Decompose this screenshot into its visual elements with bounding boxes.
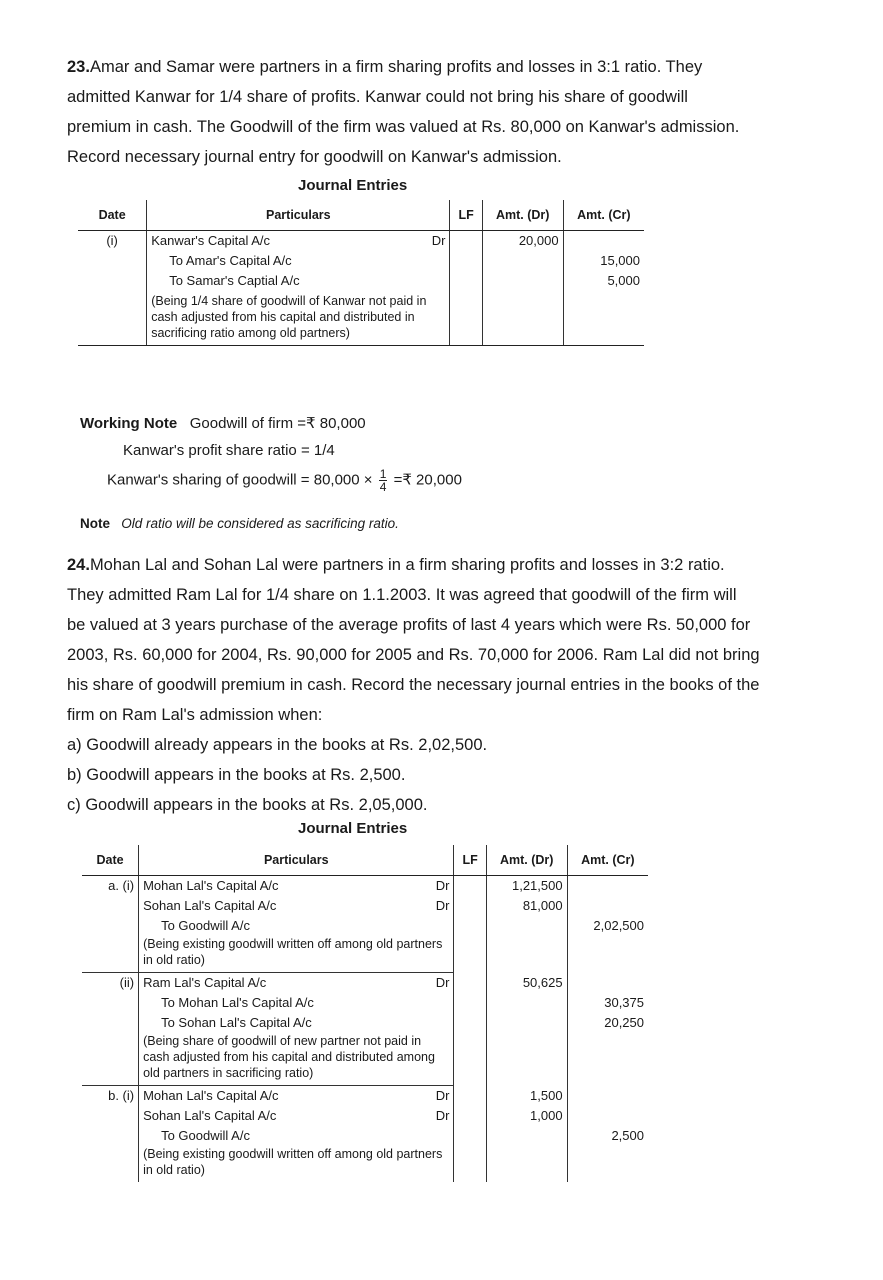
note xyxy=(80,516,399,531)
q23-number: 23. xyxy=(67,58,90,76)
entry-date: a. (i) xyxy=(108,878,135,893)
narration: (Being 1/4 share of goodwill of Kanwar not paid in cash adjusted from his capital and distributed in sacrificing ratio among old partners) xyxy=(147,291,450,346)
col-amt-cr: Amt. (Cr) xyxy=(567,845,648,876)
debit-amount: 1,500 xyxy=(486,1086,567,1107)
calc-prefix: Kanwar's sharing of goodwill = 80,000 × xyxy=(107,471,373,489)
q23-text xyxy=(67,52,837,172)
q24-case: a) Goodwill already appears in the books at Rs. 2,02,500. xyxy=(67,736,488,754)
q24-line: be valued at 3 years purchase of the average profits of last 4 years which were Rs. 50,000 for xyxy=(67,616,751,634)
entry-date: (ii) xyxy=(82,973,139,994)
debit-amount: 1,21,500 xyxy=(486,876,567,897)
credit-account: To Amar's Capital A/c xyxy=(147,251,450,271)
working-note-label: Working Note xyxy=(80,415,178,432)
working-note xyxy=(80,414,366,432)
q24-case: c) Goodwill appears in the books at Rs. 2,05,000. xyxy=(67,796,428,814)
col-amt-dr: Amt. (Dr) xyxy=(482,200,563,231)
col-amt-cr: Amt. (Cr) xyxy=(563,200,644,231)
note-text: Old ratio will be considered as sacrificing ratio. xyxy=(121,516,399,531)
q23-journal-table xyxy=(78,200,644,346)
credit-amount: 20,250 xyxy=(567,1013,648,1033)
debit-amount: 20,000 xyxy=(482,231,563,252)
dr-mark: Dr xyxy=(435,975,450,990)
dr-mark: Dr xyxy=(435,878,450,893)
fraction-numerator: 1 xyxy=(379,467,387,481)
q24-line: Mohan Lal and Sohan Lal were partners in a firm sharing profits and losses in 3:2 ratio. xyxy=(89,556,725,574)
q23-line: premium in cash. The Goodwill of the firm was valued at Rs. 80,000 on Kanwar's admission. xyxy=(67,118,740,136)
credit-amount: 2,500 xyxy=(567,1126,648,1146)
debit-amount: 81,000 xyxy=(486,896,567,916)
narration: (Being existing goodwill written off among old partners in old ratio) xyxy=(139,936,454,973)
q24-journal-table xyxy=(82,845,648,1182)
col-particulars: Particulars xyxy=(147,200,450,231)
col-lf: LF xyxy=(454,845,486,876)
fraction xyxy=(379,468,388,493)
account-name: Ram Lal's Capital A/c xyxy=(143,975,267,990)
entry-date: (i) xyxy=(106,233,118,248)
col-date: Date xyxy=(78,200,147,231)
col-amt-dr: Amt. (Dr) xyxy=(486,845,567,876)
q23-line: Amar and Samar were partners in a firm sharing profits and losses in 3:1 ratio. They xyxy=(89,58,703,76)
working-note-line: Goodwill of firm =₹ 80,000 xyxy=(189,415,366,432)
q23-line: admitted Kanwar for 1/4 share of profits. Kanwar could not bring his share of goodwill xyxy=(67,88,688,106)
account-name: Mohan Lal's Capital A/c xyxy=(143,878,279,893)
credit-account: To Goodwill A/c xyxy=(139,1126,454,1146)
credit-amount: 5,000 xyxy=(563,271,644,291)
account-name: Mohan Lal's Capital A/c xyxy=(143,1088,279,1103)
col-particulars: Particulars xyxy=(139,845,454,876)
q24-case: b) Goodwill appears in the books at Rs. 2,500. xyxy=(67,766,406,784)
note-label: Note xyxy=(80,516,110,531)
fraction-denominator: 4 xyxy=(379,480,387,494)
calc-result: =₹ 20,000 xyxy=(393,471,462,489)
account-name: Kanwar's Capital A/c xyxy=(151,233,271,248)
q24-number: 24. xyxy=(67,556,90,574)
dr-mark: Dr xyxy=(435,1108,450,1123)
entry-debit xyxy=(147,231,450,252)
dr-mark: Dr xyxy=(435,1088,450,1103)
credit-account: To Sohan Lal's Capital A/c xyxy=(139,1013,454,1033)
q23-journal-title: Journal Entries xyxy=(298,177,408,194)
account-name: Sohan Lal's Capital A/c xyxy=(143,898,277,913)
q24-line: 2003, Rs. 60,000 for 2004, Rs. 90,000 for 2005 and Rs. 70,000 for 2006. Ram Lal did not bring xyxy=(67,646,760,664)
q23-line: Record necessary journal entry for goodwill on Kanwar's admission. xyxy=(67,148,562,166)
narration: (Being share of goodwill of new partner not paid in cash adjusted from his capital and distributed among old partners in sacrificing ratio) xyxy=(139,1033,454,1086)
q24-text xyxy=(67,550,837,820)
credit-amount: 30,375 xyxy=(567,993,648,1013)
working-note-calc xyxy=(107,468,462,493)
credit-amount: 15,000 xyxy=(563,251,644,271)
q24-line: They admitted Ram Lal for 1/4 share on 1.1.2003. It was agreed that goodwill of the firm will xyxy=(67,586,737,604)
debit-amount: 50,625 xyxy=(486,973,567,994)
dr-mark: Dr xyxy=(435,898,450,913)
credit-account: To Samar's Captial A/c xyxy=(147,271,450,291)
q24-line: firm on Ram Lal's admission when: xyxy=(67,706,323,724)
col-date: Date xyxy=(82,845,139,876)
entry-date: b. (i) xyxy=(82,1086,139,1107)
q24-journal-title: Journal Entries xyxy=(298,820,408,837)
credit-account: To Mohan Lal's Capital A/c xyxy=(139,993,454,1013)
working-note-line: Kanwar's profit share ratio = 1/4 xyxy=(123,442,335,459)
col-lf: LF xyxy=(450,200,482,231)
narration: (Being existing goodwill written off among old partners in old ratio) xyxy=(139,1146,454,1182)
dr-mark: Dr xyxy=(431,233,446,248)
credit-amount: 2,02,500 xyxy=(567,916,648,936)
debit-amount: 1,000 xyxy=(486,1106,567,1126)
credit-account: To Goodwill A/c xyxy=(139,916,454,936)
q24-line: his share of goodwill premium in cash. Record the necessary journal entries in the books of the xyxy=(67,676,760,694)
account-name: Sohan Lal's Capital A/c xyxy=(143,1108,277,1123)
